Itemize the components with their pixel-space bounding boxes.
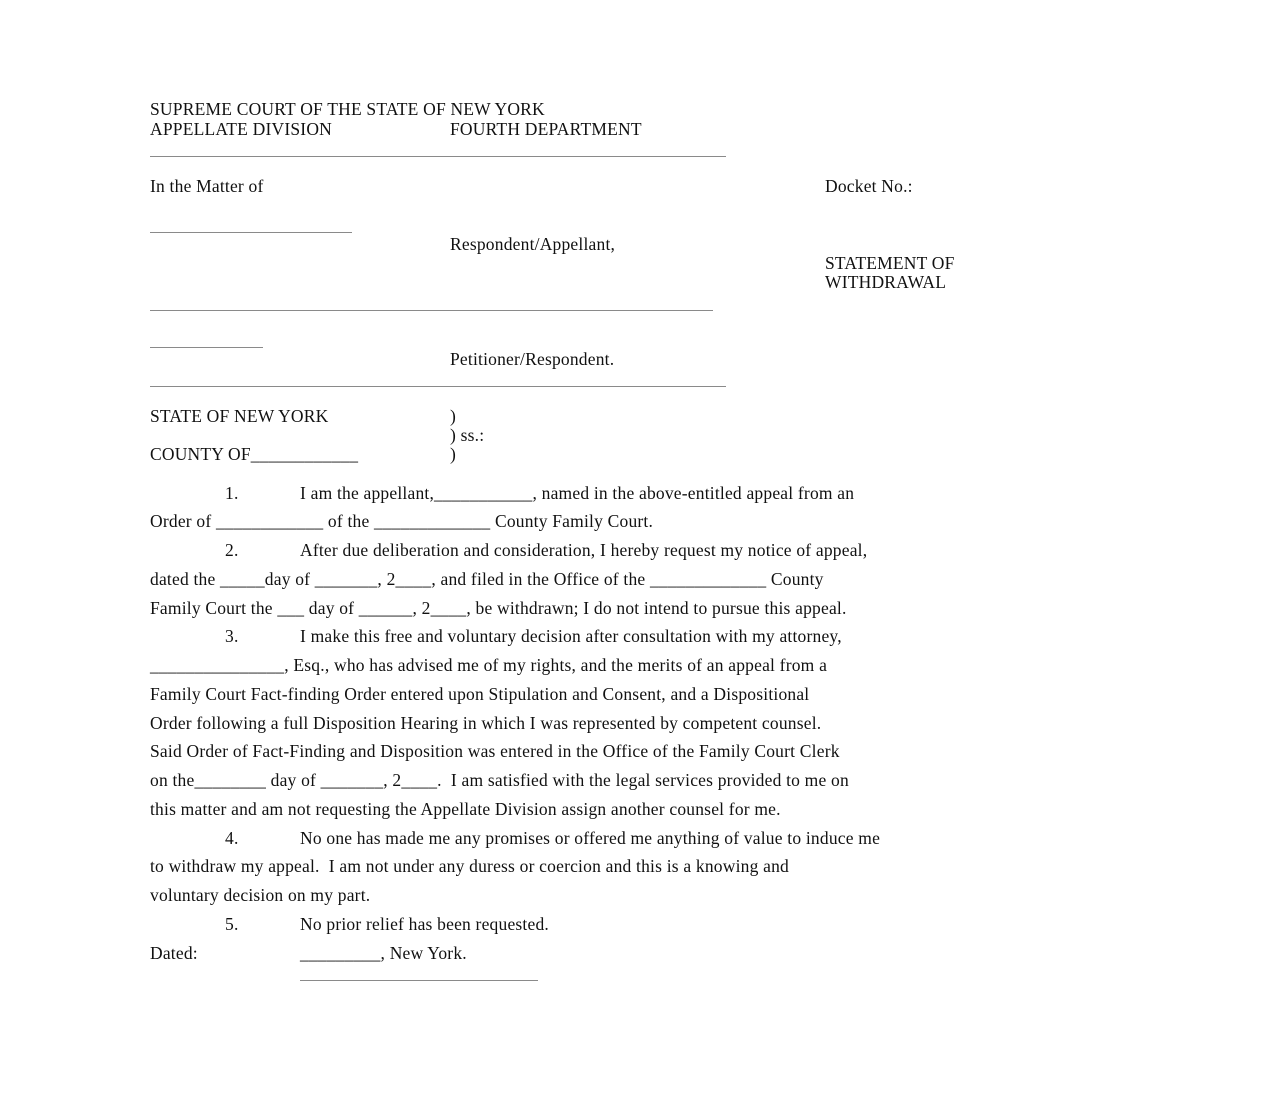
court-name: SUPREME COURT OF THE STATE OF NEW YORK — [150, 99, 545, 119]
paragraph-3-line-5: Said Order of Fact-Finding and Disposition was entered in the Office of the Family Court Clerk — [150, 741, 840, 761]
paragraph-number: 1. — [225, 483, 239, 503]
paragraph-3-line-1: I make this free and voluntary decision after consultation with my attorney, — [300, 626, 842, 646]
in-matter-of-label: In the Matter of — [150, 176, 264, 196]
paragraph-number: 2. — [225, 540, 239, 560]
paragraph-3-line-6: on the________ day of _______, 2____. I am satisfied with the legal services provided to me on — [150, 770, 849, 790]
paragraph-3-line-4: Order following a full Disposition Hearing in which I was represented by competent counsel. — [150, 713, 822, 733]
paragraph-3-line-2: _______________, Esq., who has advised me of my rights, and the merits of an appeal from a — [150, 655, 828, 675]
party-separator-line — [150, 310, 713, 311]
dated-label: Dated: — [150, 943, 198, 963]
paragraph-number: 4. — [225, 828, 239, 848]
venue-paren-3: ) — [450, 444, 457, 464]
paragraph-2-line-3: Family Court the ___ day of ______, 2____, be withdrawn; I do not intend to pursue this appeal. — [150, 598, 847, 618]
venue-paren-1: ) — [450, 406, 457, 426]
paragraph-3-line-7: this matter and am not requesting the Appellate Division assign another counsel for me. — [150, 799, 781, 819]
dated-place[interactable]: _________, New York. — [300, 943, 467, 963]
paragraph-4-line-2: to withdraw my appeal. I am not under any duress or coercion and this is a knowing and — [150, 856, 789, 876]
petitioner-name-line[interactable] — [150, 347, 263, 348]
petitioner-respondent-label: Petitioner/Respondent. — [450, 349, 615, 369]
paragraph-4-line-3: voluntary decision on my part. — [150, 885, 371, 905]
appellant-name-line[interactable] — [150, 232, 352, 233]
venue-state: STATE OF NEW YORK — [150, 406, 329, 426]
parties-bottom-rule — [150, 386, 726, 387]
paragraph-2-line-2: dated the _____day of _______, 2____, and filed in the Office of the _____________ County — [150, 569, 824, 589]
paragraph-3-line-3: Family Court Fact-finding Order entered upon Stipulation and Consent, and a Dispositional — [150, 684, 810, 704]
paragraph-1-line-2: Order of ____________ of the _____________ County Family Court. — [150, 511, 654, 531]
division-name: APPELLATE DIVISION — [150, 119, 332, 139]
paragraph-4-line-1: No one has made me any promises or offered me anything of value to induce me — [300, 828, 881, 848]
respondent-appellant-label: Respondent/Appellant, — [450, 234, 616, 254]
document-title-line2: WITHDRAWAL — [825, 272, 947, 292]
docket-label: Docket No.: — [825, 176, 913, 196]
paragraph-number: 5. — [225, 914, 239, 934]
paragraph-5-line-1: No prior relief has been requested. — [300, 914, 549, 934]
venue-county[interactable]: COUNTY OF____________ — [150, 444, 359, 464]
caption-rule — [150, 156, 726, 157]
venue-ss: ) ss.: — [450, 425, 485, 445]
signature-line[interactable] — [300, 980, 538, 981]
paragraph-2-line-1: After due deliberation and consideration, I hereby request my notice of appeal, — [300, 540, 868, 560]
department-name: FOURTH DEPARTMENT — [450, 119, 642, 139]
document-title-line1: STATEMENT OF — [825, 253, 955, 273]
paragraph-number: 3. — [225, 626, 239, 646]
paragraph-1-line-1: I am the appellant,___________, named in the above-entitled appeal from an — [300, 483, 855, 503]
